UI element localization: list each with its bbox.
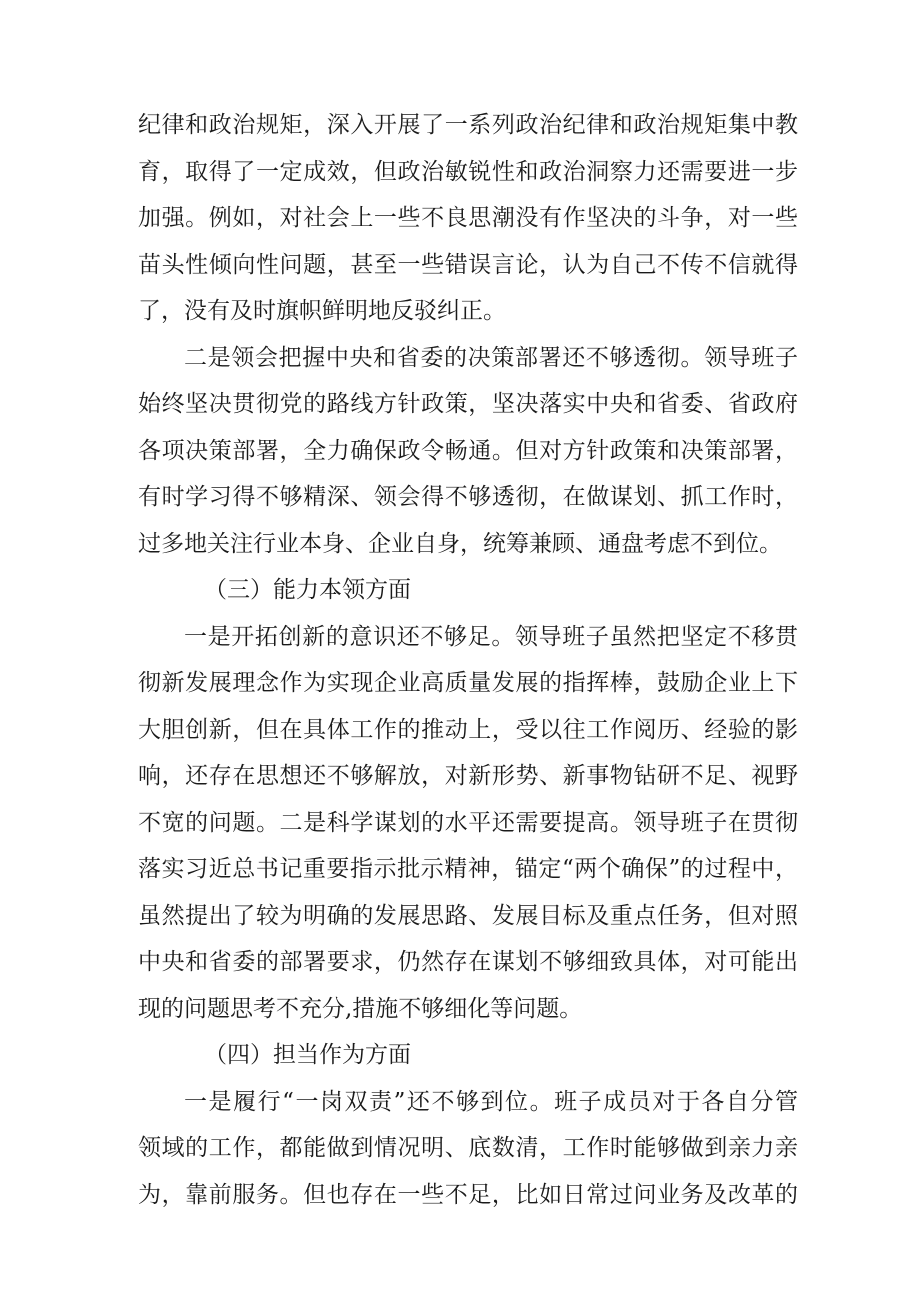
text-line: 彻新发展理念作为实现企业高质量发展的指挥棒，鼓励企业上下	[138, 670, 798, 696]
text-line: 育，取得了一定成效，但政治敏锐性和政治洞察力还需要进一步	[138, 158, 798, 185]
text-line: 响，还存在思想还不够解放，对新形势、新事物钻研不足、视野	[138, 763, 798, 789]
text-line: 二是领会把握中央和省委的决策部署还不够透彻。领导班子	[184, 344, 798, 371]
text-line: 有时学习得不够精深、领会得不够透彻，在做谋划、抓工作时，	[138, 484, 798, 510]
text-line: 中央和省委的部署要求，仍然存在谋划不够细致具体，对可能出	[138, 949, 798, 975]
text-line: 落实习近总书记重要指示批示精神，锚定“两个确保”的过程中，	[138, 856, 798, 882]
text-line: 过多地关注行业本身、企业自身，统筹兼顾、通盘考虑不到位。	[138, 530, 782, 557]
text-line: 为，靠前服务。但也存在一些不足，比如日常过问业务及改革的	[138, 1181, 798, 1208]
text-line: 虽然提出了较为明确的发展思路、发展目标及重点任务，但对照	[138, 902, 798, 929]
text-line: 纪律和政治规矩，深入开展了一系列政治纪律和政治规矩集中教	[138, 112, 798, 138]
text-line: 领域的工作，都能做到情况明、底数清，工作时能够做到亲力亲	[138, 1135, 798, 1161]
text-line: 大胆创新，但在具体工作的推动上，受以往工作阅历、经验的影	[138, 716, 798, 743]
text-line: 现的问题思考不充分,措施不够细化等问题。	[138, 995, 583, 1022]
text-line: 不宽的问题。二是科学谋划的水平还需要提高。领导班子在贯彻	[138, 809, 798, 836]
text-line: 加强。例如，对社会上一些不良思潮没有作坚决的斗争，对一些	[138, 205, 798, 231]
text-line: 苗头性倾向性问题，甚至一些错误言论，认为自己不传不信就得	[138, 251, 798, 278]
document-body	[138, 102, 798, 1218]
text-line: 各项决策部署，全力确保政令畅通。但对方针政策和决策部署，	[138, 437, 798, 464]
text-line: 一是履行“一岗双责”还不够到位。班子成员对于各自分管	[184, 1088, 798, 1115]
text-line: 始终坚决贯彻党的路线方针政策，坚决落实中央和省委、省政府	[138, 391, 798, 417]
section-heading: （三）能力本领方面	[204, 577, 411, 603]
text-line: 一是开拓创新的意识还不够足。领导班子虽然把坚定不移贯	[184, 623, 798, 650]
section-heading: （四）担当作为方面	[204, 1042, 411, 1068]
text-line: 了，没有及时旗帜鲜明地反驳纠正。	[138, 298, 506, 324]
